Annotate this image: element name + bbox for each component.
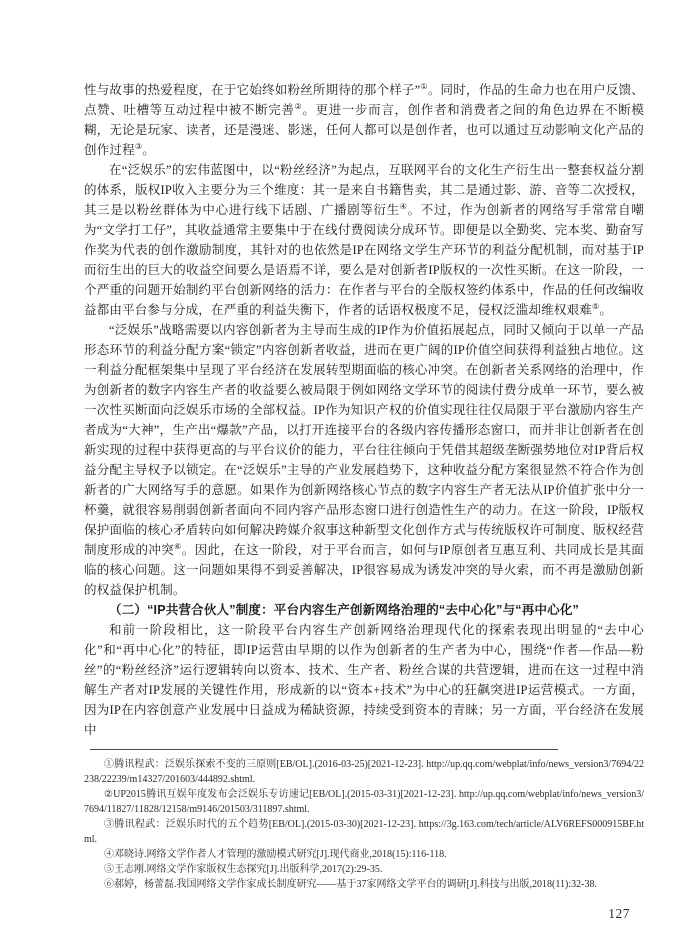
section-heading: （二）“IP共营合伙人”制度：平台内容生产创新网络治理的“去中心化”与“再中心化” xyxy=(109,603,580,617)
footnote-item: ③腾讯程武：泛娱乐时代的五个趋势[EB/OL].(2015-03-30)[2021-12-23]. https://3g.163.com/tech/article/ALV6REFS000915BF.html. xyxy=(84,819,644,845)
body-paragraph: 和前一阶段相比，这一阶段平台内容生产创新网络治理现代化的探索表现出明显的“去中心化”和“再中心化”的特征，即IP运营由早期的以作为创新者的生产者为中心，围绕“作者—作品—粉丝”的“粉丝经济”运行逻辑转向以资本、技术、生产者、粉丝合谋的共营逻辑，进而在这一过程中消解生产者对IP发展的关键性作用，形成新的以“资本+技术”为中心的狂飙突进IP运营模式。一方面，因为IP在内容创意产业发展中日益成为稀缺资源，持续受到资本的青睐；另一方面，平台经济在发展中 xyxy=(84,623,644,737)
footnote-list xyxy=(84,757,644,892)
footnote-ref: ① xyxy=(420,81,428,91)
body-paragraph: 性与故事的热爱程度，在于它始终如粉丝所期待的那个样子”①。同时，作品的生命力也在用户反馈、点赞、吐槽等互动过程中被不断完善②。更进一步而言，创作者和消费者之间的角色边界在不断模糊，无论是玩家、读者，还是漫迷、影迷，任何人都可以是创作者，也可以通过互动影响文化产品的创作过程③。 xyxy=(84,81,645,157)
footnote-item: ⑥郝婷，杨蕾磊.我国网络文学作家成长制度研究——基于37家网络文学平台的调研[J].科技与出版,2018(11):32-38. xyxy=(104,879,597,890)
page-content xyxy=(84,80,644,922)
footnote-item: ②UP2015腾讯互娱年度发布会泛娱乐专访速记[EB/OL].(2015-03-31)[2021-12-23]. http://up.qq.com/webplat/info/news_version3/7694/11827/11828/12158/m9146/201503/311897.shtml. xyxy=(84,789,644,815)
footnote-item: ④邓晓诗.网络文学作者人才管理的激励模式研究[J].现代商业,2018(15):116-118. xyxy=(104,849,447,860)
body-text xyxy=(84,80,644,740)
footnote-item: ①腾讯程武：泛娱乐探索不变的三原则[EB/OL].(2016-03-25)[2021-12-23]. http://up.qq.com/webplat/info/news_version3/7694/22238/22239/m14327/201603/444892.shtml. xyxy=(84,759,644,785)
footnote-ref: ⑤ xyxy=(592,301,600,311)
footnote-ref: ④ xyxy=(399,201,408,211)
footnote-ref: ⑥ xyxy=(174,541,182,551)
body-paragraph: 在“泛娱乐”的宏伟蓝图中，以“粉丝经济”为起点，互联网平台的文化生产衍生出一整套权益分割的体系，版权IP收入主要分为三个维度：其一是来自书籍售卖，其二是通过影、游、音等二次授权，其三是以粉丝群体为中心进行线下话剧、广播剧等衍生④。不过，作为创新者的网络写手常常自嘲为“文学打工仔”，其收益通常主要集中于在线付费阅读分成环节。即便是以全勤奖、完本奖、勤奋写作奖为代表的创作激励制度，其针对的也依然是IP在网络文学生产环节的利益分配机制，而对基于IP而衍生出的巨大的收益空间要么是语焉不详，要么是对创新者IP版权的一次性买断。在这一阶段，一个严重的问题开始制约平台创新网络的活力：在作者与平台的全版权签约体系中，作品的任何改编收益都由平台参与分成，在严重的利益失衡下，作者的话语权极度不足，侵权泛滥却维权艰难⑤。 xyxy=(84,163,644,317)
footnote-ref: ③ xyxy=(134,141,143,151)
footnote-ref: ② xyxy=(294,101,303,111)
body-paragraph: “泛娱乐”战略需要以内容创新者为主导而生成的IP作为价值拓展起点，同时又倾向于以单一产品形态环节的利益分配方案“锁定”内容创新者收益，进而在更广阔的IP价值空间获得利益独占地位。这一利益分配框架集中呈现了平台经济在发展转型期面临的核心冲突。在创新者关系网络的治理中，作为创新者的数字内容生产者的收益要么被局限于例如网络文学环节的阅读付费分成单一环节，要么被一次性买断面向泛娱乐市场的全部权益。IP作为知识产权的价值实现往往仅局限于平台激励内容生产者成为“大神”，生产出“爆款”产品，以打开连接平台的各级内容传播形态窗口，而并非让创新者在创新实现的过程中获得更高的与平台议价的能力，平台往往倾向于凭借其超级垄断强势地位对IP背后权益分配主导权予以锁定。在“泛娱乐”主导的产业发展趋势下，这种收益分配方案很显然不符合作为创新者的广大网络写手的意愿。如果作为创新网络核心节点的数字内容生产者无法从IP价值扩张中分一杯羹，就很容易削弱创新者面向不同内容产品形态窗口进行创造性生产的动力。在这一阶段，IP版权保护面临的核心矛盾转向如何解决跨媒介叙事这种新型文化创作方式与传统版权许可制度、版权经营制度形成的冲突⑥。因此，在这一阶段，对于平台而言，如何与IP原创者互惠互利、共同成长是其面临的核心问题。这一问题如果得不到妥善解决，IP很容易成为诱发冲突的导火索，而不再是激励创新的权益保护机制。 xyxy=(84,323,644,597)
page-number: 127 xyxy=(608,906,630,921)
footnote-item: ⑤王志刚.网络文学作家版权生态探究[J].出版科学,2017(2):29-35. xyxy=(104,864,383,875)
footnote-separator xyxy=(90,749,558,750)
